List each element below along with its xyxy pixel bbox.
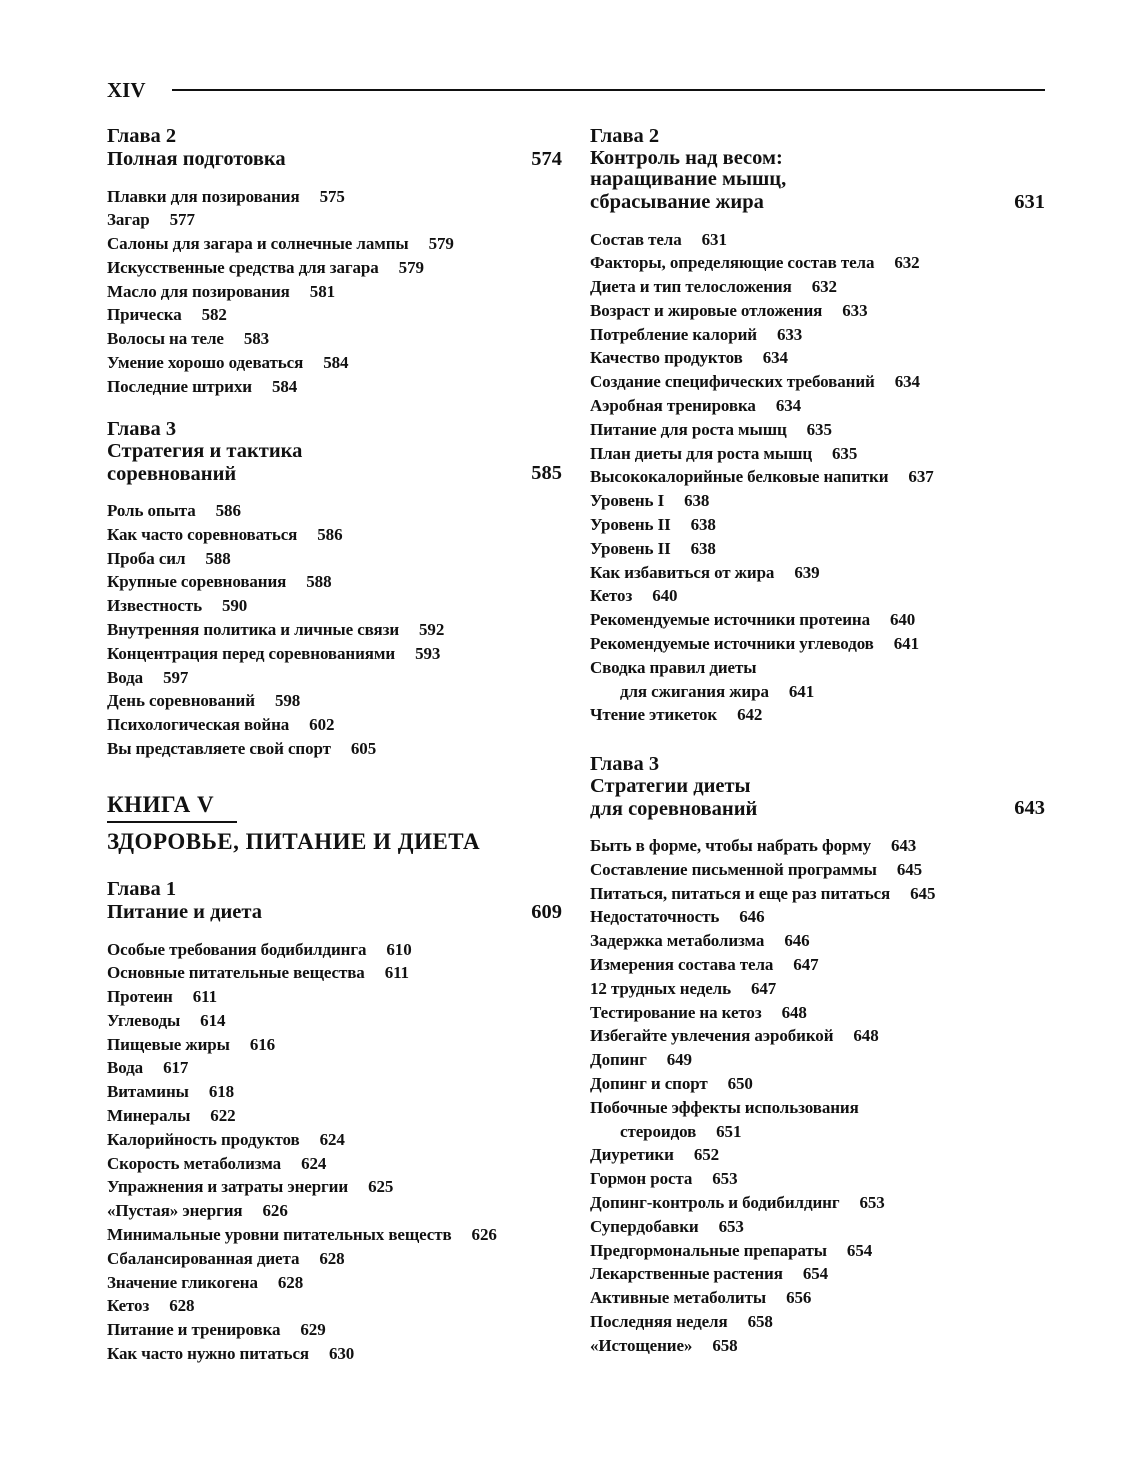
- toc-entry[interactable]: [590, 632, 1045, 656]
- chapter-label: Глава 2: [590, 125, 660, 147]
- toc-entry-title: Недостаточность: [590, 907, 720, 927]
- toc-entry[interactable]: [590, 905, 1045, 929]
- toc-entry[interactable]: [107, 499, 562, 523]
- toc-entry[interactable]: [107, 303, 562, 327]
- toc-entry[interactable]: [107, 1175, 562, 1199]
- toc-entry[interactable]: [107, 961, 562, 985]
- toc-entry[interactable]: [107, 1104, 562, 1128]
- chapter-title-row[interactable]: [590, 797, 1045, 820]
- toc-entry-page: 651: [716, 1121, 742, 1141]
- toc-entry-page: 588: [205, 548, 231, 568]
- toc-entry-title: Уровень II: [590, 515, 671, 535]
- toc-entry[interactable]: [107, 523, 562, 547]
- toc-entry-title: Витамины: [107, 1082, 189, 1102]
- toc-entry-title-cont-text: стероидов: [620, 1121, 697, 1141]
- toc-entry[interactable]: [107, 1294, 562, 1318]
- toc-entry-title: Сбалансированная диета: [107, 1248, 300, 1268]
- toc-entry-title: Питание для роста мышц: [590, 419, 787, 439]
- toc-entry[interactable]: [107, 1009, 562, 1033]
- toc-entry-title: Высококалорийные белковые напитки: [590, 467, 889, 487]
- header-rule: [172, 89, 1045, 91]
- chapter-title-row[interactable]: [590, 191, 1045, 214]
- chapter-title-row[interactable]: [107, 462, 562, 485]
- toc-entry-title: Состав тела: [590, 229, 682, 249]
- toc-entry[interactable]: [107, 1342, 562, 1366]
- toc-entry-page: 641: [893, 634, 919, 654]
- toc-entry-title: Вода: [107, 667, 144, 687]
- book-title: ЗДОРОВЬЕ, ПИТАНИЕ И ДИЕТА: [107, 829, 481, 854]
- toc-entry[interactable]: [107, 547, 562, 571]
- toc-entry[interactable]: [107, 666, 562, 690]
- toc-entry-page: 622: [210, 1106, 236, 1126]
- toc-entry-title: Скорость метаболизма: [107, 1153, 282, 1173]
- toc-entry-page: 658: [747, 1311, 773, 1331]
- toc-entry[interactable]: [590, 561, 1045, 585]
- toc-entry[interactable]: [590, 1191, 1045, 1215]
- toc-entry-page: 614: [200, 1010, 226, 1030]
- toc-entry-page: 638: [684, 491, 710, 511]
- toc-entry-title: Кетоз: [590, 586, 633, 606]
- chapter-label: Глава 3: [107, 418, 177, 440]
- toc-chapter-section: [107, 419, 562, 761]
- toc-entry[interactable]: [590, 299, 1045, 323]
- toc-entry-title: Измерения состава тела: [590, 954, 774, 974]
- toc-entry-page: 628: [277, 1272, 304, 1292]
- toc-entry-page: 654: [846, 1240, 873, 1260]
- toc-entry[interactable]: [107, 375, 562, 399]
- toc-entry-title: Задержка метаболизма: [590, 931, 765, 951]
- toc-entry-title: Минералы: [107, 1106, 191, 1126]
- toc-entry-page: 654: [802, 1264, 829, 1284]
- toc-entry-title: Плавки для позирования: [107, 186, 300, 206]
- toc-entry[interactable]: [107, 1080, 562, 1104]
- toc-entry-title: Пищевые жиры: [107, 1034, 230, 1054]
- toc-entry-page: 632: [811, 277, 837, 297]
- toc-entry-page: 645: [910, 883, 936, 903]
- toc-entry-page: 646: [784, 931, 810, 951]
- toc-entry[interactable]: [590, 656, 1045, 704]
- toc-entry-list: [107, 185, 562, 399]
- toc-entry[interactable]: [590, 1262, 1045, 1286]
- chapter-title-line: соревнований: [107, 462, 237, 485]
- toc-entry-title: План диеты для роста мышц: [590, 443, 813, 463]
- toc-entry-page: 638: [690, 515, 716, 535]
- toc-entry-title-cont-text: для сжигания жира: [620, 681, 769, 701]
- toc-entry[interactable]: [590, 442, 1045, 466]
- toc-entry[interactable]: [590, 1286, 1045, 1310]
- toc-entry[interactable]: [590, 275, 1045, 299]
- toc-chapter-section: [590, 754, 1045, 1358]
- toc-entry-title: Допинг и спорт: [590, 1073, 708, 1093]
- toc-entry-title: Как избавиться от жира: [590, 562, 775, 582]
- toc-entry-page: 633: [776, 324, 803, 344]
- toc-entry-page: 632: [894, 253, 920, 273]
- toc-entry[interactable]: [107, 1271, 562, 1295]
- toc-entry-title: Как часто нужно питаться: [107, 1344, 309, 1364]
- toc-entry-title: Факторы, определяющие состав тела: [590, 253, 875, 273]
- toc-entry-page: 652: [693, 1145, 720, 1165]
- toc-entry[interactable]: [107, 1247, 562, 1271]
- toc-entry-title: Известность: [107, 596, 202, 616]
- toc-entry-page: 577: [169, 210, 195, 230]
- toc-entry-page: 616: [249, 1034, 276, 1054]
- toc-entry-page: 598: [274, 691, 301, 711]
- toc-entry-title: Прическа: [107, 305, 182, 325]
- toc-entry-title: Потребление калорий: [590, 324, 757, 344]
- chapter-title-line: сбрасывание жира: [590, 191, 764, 213]
- toc-entry-title: Вы представляете свой спорт: [107, 738, 331, 758]
- toc-entry-page: 640: [652, 586, 678, 606]
- toc-entry-title: Проба сил: [107, 548, 186, 568]
- toc-entry[interactable]: [107, 185, 562, 209]
- chapter-label: Глава 2: [107, 125, 177, 147]
- toc-entry-page: 610: [386, 939, 412, 959]
- toc-entry-title: Как часто соревноваться: [107, 524, 298, 544]
- toc-entry[interactable]: [590, 1239, 1045, 1263]
- toc-entry[interactable]: [590, 1167, 1045, 1191]
- chapter-page-number: 609: [531, 900, 562, 923]
- toc-entry-page: 646: [739, 907, 765, 927]
- toc-chapter-section: [107, 879, 562, 1366]
- toc-entry-page: 584: [323, 353, 349, 373]
- toc-entry-title: Избегайте увлечения аэробикой: [590, 1026, 834, 1046]
- toc-entry-title: Качество продуктов: [590, 348, 743, 368]
- toc-entry[interactable]: [107, 1033, 562, 1057]
- toc-entry[interactable]: [590, 703, 1045, 727]
- toc-entry-page: 584: [271, 376, 298, 396]
- toc-entry[interactable]: [590, 418, 1045, 442]
- toc-entry[interactable]: [107, 232, 562, 256]
- toc-entry-page: 647: [793, 954, 819, 974]
- toc-entry-title: Салоны для загара и солнечные лампы: [107, 234, 409, 254]
- toc-entry-page: 581: [309, 281, 335, 301]
- chapter-title-line: для соревнований: [590, 797, 758, 820]
- toc-entry-page: 597: [163, 667, 189, 687]
- chapter-label: Глава 3: [590, 753, 660, 775]
- toc-entry-page: 611: [384, 963, 409, 983]
- toc-entry[interactable]: [107, 737, 562, 761]
- toc-entry-page: 624: [301, 1153, 327, 1173]
- toc-entry-page: 634: [894, 372, 920, 392]
- toc-entry-page: 648: [853, 1026, 879, 1046]
- toc-entry[interactable]: [107, 351, 562, 375]
- toc-entry-title: Супердобавки: [590, 1216, 699, 1236]
- chapter-page-number: 631: [1014, 190, 1045, 213]
- toc-entry-page: 658: [712, 1335, 738, 1355]
- toc-entry[interactable]: [590, 370, 1045, 394]
- toc-entry-title: Калорийность продуктов: [107, 1129, 300, 1149]
- toc-entry-page: 631: [701, 229, 727, 249]
- toc-entry-title: Питаться, питаться и еще раз питаться: [590, 883, 891, 903]
- toc-entry-title: Допинг-контроль и бодибилдинг: [590, 1192, 840, 1212]
- toc-entry-title: День соревнований: [107, 691, 255, 711]
- toc-entry[interactable]: [590, 1024, 1045, 1048]
- toc-entry-page: 634: [762, 348, 788, 368]
- toc-chapter-section: [590, 126, 1045, 727]
- toc-entry-page: 634: [775, 396, 802, 416]
- toc-entry[interactable]: [590, 465, 1045, 489]
- chapter-page-number: 643: [1014, 797, 1045, 819]
- toc-entry-page: 642: [737, 705, 763, 725]
- toc-entry-page: 635: [832, 443, 858, 463]
- toc-entry[interactable]: [590, 1215, 1045, 1239]
- toc-entry-page: 653: [712, 1169, 738, 1189]
- toc-entry-page: 650: [727, 1073, 753, 1093]
- chapter-title-line: Питание и диета: [107, 901, 262, 923]
- toc-entry[interactable]: [590, 513, 1045, 537]
- toc-entry[interactable]: [590, 977, 1045, 1001]
- toc-entry-page: 586: [215, 501, 241, 520]
- toc-entry-title: Уровень II: [590, 538, 671, 558]
- toc-entry[interactable]: [590, 858, 1045, 882]
- toc-entry-title: Кетоз: [107, 1296, 150, 1316]
- toc-entry-title: Рекомендуемые источники протеина: [590, 610, 870, 630]
- toc-entry-title: Протеин: [107, 987, 173, 1007]
- toc-entry-title: Концентрация перед соревнованиями: [107, 643, 396, 663]
- toc-entry[interactable]: [107, 1199, 562, 1223]
- toc-entry-page: 618: [208, 1082, 235, 1102]
- toc-entry-title: Углеводы: [107, 1010, 181, 1030]
- toc-entry-page: 656: [786, 1288, 812, 1308]
- toc-entry[interactable]: [107, 1128, 562, 1152]
- toc-entry-list: [590, 228, 1045, 728]
- toc-entry-page: 629: [300, 1320, 326, 1340]
- chapter-title-row[interactable]: [107, 901, 562, 924]
- chapter-title-line: Контроль над весом:: [590, 146, 783, 169]
- toc-entry-page: 590: [221, 596, 248, 616]
- toc-entry[interactable]: [590, 394, 1045, 418]
- toc-entry-title: Быть в форме, чтобы набрать форму: [590, 836, 871, 855]
- toc-entry-page: 641: [788, 681, 815, 701]
- toc-entry-title: Активные метаболиты: [590, 1288, 767, 1308]
- toc-entry[interactable]: [590, 929, 1045, 953]
- toc-entry[interactable]: [590, 1072, 1045, 1096]
- toc-entry-page: 583: [243, 329, 270, 349]
- chapter-title-line: наращивание мышц,: [590, 168, 787, 190]
- toc-entry[interactable]: [107, 1152, 562, 1176]
- toc-entry[interactable]: [107, 713, 562, 737]
- chapter-title-line: Стратегия и тактика: [107, 439, 303, 462]
- toc-entry[interactable]: [590, 608, 1045, 632]
- toc-entry-title: Психологическая война: [107, 715, 290, 735]
- toc-entry-page: 649: [666, 1050, 692, 1070]
- toc-entry[interactable]: [107, 618, 562, 642]
- toc-entry[interactable]: [590, 953, 1045, 977]
- toc-entry-page: 586: [317, 524, 343, 544]
- toc-entry[interactable]: [107, 689, 562, 713]
- toc-entry-title: Диета и тип телосложения: [590, 277, 792, 297]
- toc-entry-page: 639: [794, 562, 820, 582]
- toc-entry-title: Особые требования бодибилдинга: [107, 939, 367, 959]
- toc-entry[interactable]: [590, 584, 1045, 608]
- toc-entry-page: 626: [471, 1225, 497, 1245]
- toc-entry-title: Сводка правил диеты: [590, 657, 757, 677]
- toc-entry-page: 628: [319, 1248, 345, 1268]
- toc-entry-title: Искусственные средства для загара: [107, 257, 379, 277]
- toc-entry-title: Аэробная тренировка: [590, 396, 756, 416]
- toc-entry-list: [107, 499, 562, 761]
- toc-entry-title: Последние штрихи: [107, 376, 252, 396]
- toc-entry-list: [590, 834, 1045, 1358]
- toc-entry[interactable]: [107, 208, 562, 232]
- toc-entry-page: 602: [309, 715, 335, 735]
- toc-entry-page: 593: [415, 643, 441, 663]
- toc-entry-title: Гормон роста: [590, 1169, 693, 1189]
- toc-entry-title: Допинг: [590, 1050, 647, 1070]
- toc-entry[interactable]: [107, 1056, 562, 1080]
- toc-entry-title: Упражнения и затраты энергии: [107, 1177, 349, 1197]
- toc-entry-title: Умение хорошо одеваться: [107, 353, 304, 373]
- toc-entry-title: Возраст и жировые отложения: [590, 300, 823, 320]
- toc-entry-page: 625: [368, 1177, 394, 1197]
- chapter-page-number: 585: [531, 462, 562, 484]
- toc-entry-title: Вода: [107, 1058, 144, 1078]
- toc-entry-title: Тестирование на кетоз: [590, 1002, 762, 1022]
- toc-entry-page: 643: [891, 836, 917, 855]
- toc-entry-title: Предгормональные препараты: [590, 1240, 827, 1260]
- toc-entry-title: Внутренняя политика и личные связи: [107, 619, 400, 639]
- toc-entry-page: 637: [908, 467, 934, 487]
- toc-entry[interactable]: [107, 1318, 562, 1342]
- toc-entry-title: Создание специфических требований: [590, 372, 875, 392]
- toc-entry-page: 635: [806, 419, 832, 439]
- toc-entry-page: 647: [750, 978, 777, 998]
- toc-entry-page: 579: [398, 257, 424, 277]
- chapter-title-row[interactable]: [107, 148, 562, 171]
- toc-entry-page: 640: [890, 610, 916, 630]
- toc-entry[interactable]: [107, 570, 562, 594]
- toc-entry[interactable]: [590, 1334, 1045, 1358]
- toc-entry[interactable]: [107, 256, 562, 280]
- toc-entry-title-continuation: [590, 680, 1045, 704]
- toc-entry-title: Загар: [107, 210, 150, 230]
- toc-entry-page: 648: [781, 1002, 807, 1022]
- toc-entry[interactable]: [590, 251, 1045, 275]
- toc-entry-page: 582: [201, 305, 227, 325]
- chapter-title-line: Стратегии диеты: [590, 774, 751, 797]
- toc-entry[interactable]: [590, 228, 1045, 252]
- toc-chapter-section: [107, 126, 562, 399]
- toc-entry-title: Составление письменной программы: [590, 859, 877, 879]
- chapter-title-line: Полная подготовка: [107, 148, 286, 170]
- toc-entry[interactable]: [590, 1048, 1045, 1072]
- toc-entry[interactable]: [590, 834, 1045, 858]
- book-underline: [107, 821, 237, 823]
- toc-entry[interactable]: [590, 1096, 1045, 1144]
- toc-entry-page: 628: [169, 1296, 195, 1316]
- toc-entry-title: Масло для позирования: [107, 281, 290, 301]
- toc-entry-page: 617: [163, 1058, 189, 1078]
- toc-entry[interactable]: [107, 327, 562, 351]
- toc-entry-page: 592: [419, 619, 445, 639]
- toc-entry-title: «Пустая» энергия: [107, 1201, 243, 1221]
- toc-entry-page: 624: [319, 1129, 345, 1149]
- toc-entry[interactable]: [590, 346, 1045, 370]
- toc-entry[interactable]: [107, 594, 562, 618]
- toc-entry-title: Волосы на теле: [107, 329, 224, 349]
- toc-entry[interactable]: [590, 1001, 1045, 1025]
- toc-entry-list: [107, 938, 562, 1366]
- toc-entry-page: 626: [262, 1201, 288, 1221]
- toc-entry-title: 12 трудных недель: [590, 978, 731, 998]
- toc-entry-page: 653: [718, 1216, 744, 1236]
- toc-entry-title: Уровень I: [590, 491, 665, 511]
- toc-entry-title: Крупные соревнования: [107, 572, 287, 592]
- toc-entry-title: Значение гликогена: [107, 1272, 258, 1292]
- page-number-roman: XIV: [107, 78, 146, 102]
- toc-entry-title: Побочные эффекты использования: [590, 1097, 859, 1117]
- toc-entry[interactable]: [107, 642, 562, 666]
- toc-entry[interactable]: [590, 882, 1045, 906]
- toc-entry-title: Роль опыта: [107, 501, 196, 520]
- toc-entry-page: 611: [192, 987, 218, 1007]
- toc-entry-page: 605: [350, 738, 377, 758]
- toc-entry-page: 575: [319, 186, 345, 206]
- toc-entry-page: 633: [842, 300, 868, 320]
- toc-entry-title: Диуретики: [590, 1145, 674, 1165]
- toc-entry-title-continuation: [590, 1120, 1045, 1144]
- toc-entry-title: «Истощение»: [590, 1335, 693, 1355]
- toc-entry[interactable]: [107, 938, 562, 962]
- toc-entry[interactable]: [590, 537, 1045, 561]
- toc-entry[interactable]: [590, 1310, 1045, 1334]
- chapter-page-number: 574: [531, 147, 562, 170]
- toc-entry[interactable]: [107, 985, 562, 1009]
- chapter-label: Глава 1: [107, 878, 177, 900]
- toc-entry[interactable]: [107, 1223, 562, 1247]
- toc-entry-page: 653: [859, 1192, 885, 1212]
- toc-entry-title: Основные питательные вещества: [107, 963, 365, 983]
- toc-entry-page: 630: [329, 1344, 355, 1364]
- toc-entry-title: Последняя неделя: [590, 1311, 728, 1331]
- toc-entry-page: 579: [428, 234, 454, 254]
- toc-entry-title: Лекарственные растения: [590, 1264, 783, 1284]
- toc-entry-page: 638: [690, 538, 716, 558]
- toc-entry[interactable]: [107, 280, 562, 304]
- toc-entry-title: Питание и тренировка: [107, 1320, 281, 1340]
- toc-entry[interactable]: [590, 323, 1045, 347]
- toc-entry-page: 588: [306, 572, 332, 592]
- toc-entry-title: Минимальные уровни питательных веществ: [107, 1225, 452, 1245]
- toc-entry[interactable]: [590, 489, 1045, 513]
- book-label: КНИГА V: [107, 792, 215, 817]
- toc-entry-title: Чтение этикеток: [590, 705, 718, 725]
- toc-entry-title: Рекомендуемые источники углеводов: [590, 634, 874, 654]
- toc-entry-page: 645: [896, 859, 923, 879]
- toc-entry[interactable]: [590, 1143, 1045, 1167]
